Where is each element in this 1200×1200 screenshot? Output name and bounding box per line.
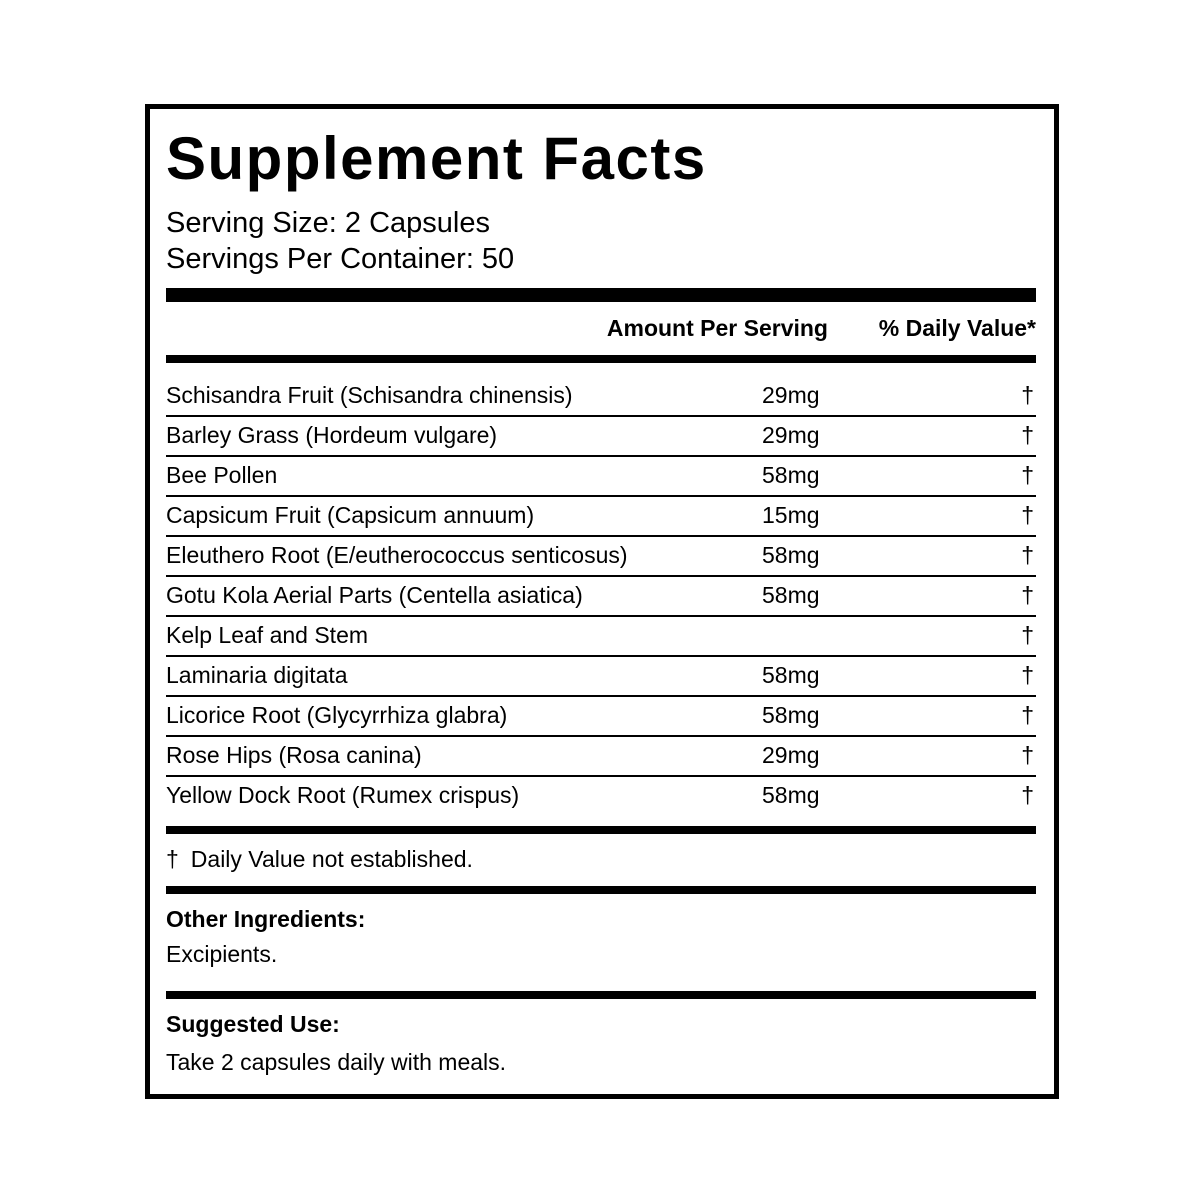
suggested-use-title: Suggested Use: [166, 1011, 340, 1037]
servings-per-container: Servings Per Container: 50 [166, 243, 515, 275]
ingredient-row [166, 457, 1036, 497]
daily-value-dagger: † [1021, 462, 1034, 488]
supplement-facts-panel [145, 104, 1059, 1099]
ingredient-name: Bee Pollen [166, 462, 278, 488]
ingredient-name: Rose Hips (Rosa canina) [166, 742, 422, 768]
ingredient-name: Kelp Leaf and Stem [166, 622, 369, 648]
ingredient-row [166, 497, 1036, 537]
ingredient-amount: 58mg [762, 582, 820, 608]
amount-per-serving-header: Amount Per Serving [606, 315, 828, 341]
ingredient-row [166, 417, 1036, 457]
ingredient-row [166, 777, 1036, 817]
ingredient-amount: 15mg [762, 502, 820, 528]
ingredient-row [166, 697, 1036, 737]
ingredient-name: Yellow Dock Root (Rumex crispus) [166, 782, 520, 808]
ingredient-name: Schisandra Fruit (Schisandra chinensis) [166, 382, 573, 408]
ingredient-name: Barley Grass (Hordeum vulgare) [166, 422, 498, 448]
other-ingredients-title: Other Ingredients: [166, 906, 366, 932]
ingredient-amount: 58mg [762, 782, 820, 808]
ingredient-name: Laminaria digitata [166, 662, 348, 688]
ingredient-list [166, 377, 1036, 817]
medium-divider [166, 355, 1036, 363]
daily-value-dagger: † [1021, 662, 1034, 688]
column-header [166, 315, 1036, 345]
ingredient-row [166, 617, 1036, 657]
daily-value-dagger: † [1021, 742, 1034, 768]
ingredient-row [166, 657, 1036, 697]
daily-value-dagger: † [1021, 782, 1034, 808]
daily-value-header: % Daily Value* [878, 315, 1036, 341]
ingredient-name: Licorice Root (Glycyrrhiza glabra) [166, 702, 508, 728]
daily-value-dagger: † [1021, 622, 1034, 648]
ingredient-name: Gotu Kola Aerial Parts (Centella asiatica) [166, 582, 583, 608]
ingredient-name: Eleuthero Root (E/eutherococcus senticosus) [166, 542, 628, 568]
daily-value-dagger: † [1021, 502, 1034, 528]
daily-value-dagger: † [1021, 382, 1034, 408]
daily-value-dagger: † [1021, 702, 1034, 728]
ingredient-amount: 29mg [762, 382, 820, 408]
medium-divider [166, 991, 1036, 999]
ingredient-amount: 58mg [762, 542, 820, 568]
daily-value-dagger: † [1021, 542, 1034, 568]
ingredient-row [166, 377, 1036, 417]
ingredient-amount: 29mg [762, 742, 820, 768]
footnote [166, 846, 473, 873]
ingredient-amount: 58mg [762, 702, 820, 728]
ingredient-amount: 58mg [762, 462, 820, 488]
panel-title: Supplement Facts [166, 125, 707, 192]
ingredient-name: Capsicum Fruit (Capsicum annuum) [166, 502, 535, 528]
ingredient-row [166, 577, 1036, 617]
ingredient-row [166, 537, 1036, 577]
ingredient-row [166, 737, 1036, 777]
ingredient-amount: 29mg [762, 422, 820, 448]
ingredient-amount: 58mg [762, 662, 820, 688]
thick-divider [166, 288, 1036, 302]
dagger-symbol: † [166, 846, 179, 872]
serving-info [166, 205, 514, 277]
daily-value-dagger: † [1021, 422, 1034, 448]
serving-size: Serving Size: 2 Capsules [166, 207, 490, 239]
suggested-use-text: Take 2 capsules daily with meals. [166, 1049, 507, 1075]
medium-divider [166, 826, 1036, 834]
medium-divider [166, 886, 1036, 894]
daily-value-dagger: † [1021, 582, 1034, 608]
footnote-text: Daily Value not established. [190, 846, 473, 872]
other-ingredients-text: Excipients. [166, 941, 278, 967]
